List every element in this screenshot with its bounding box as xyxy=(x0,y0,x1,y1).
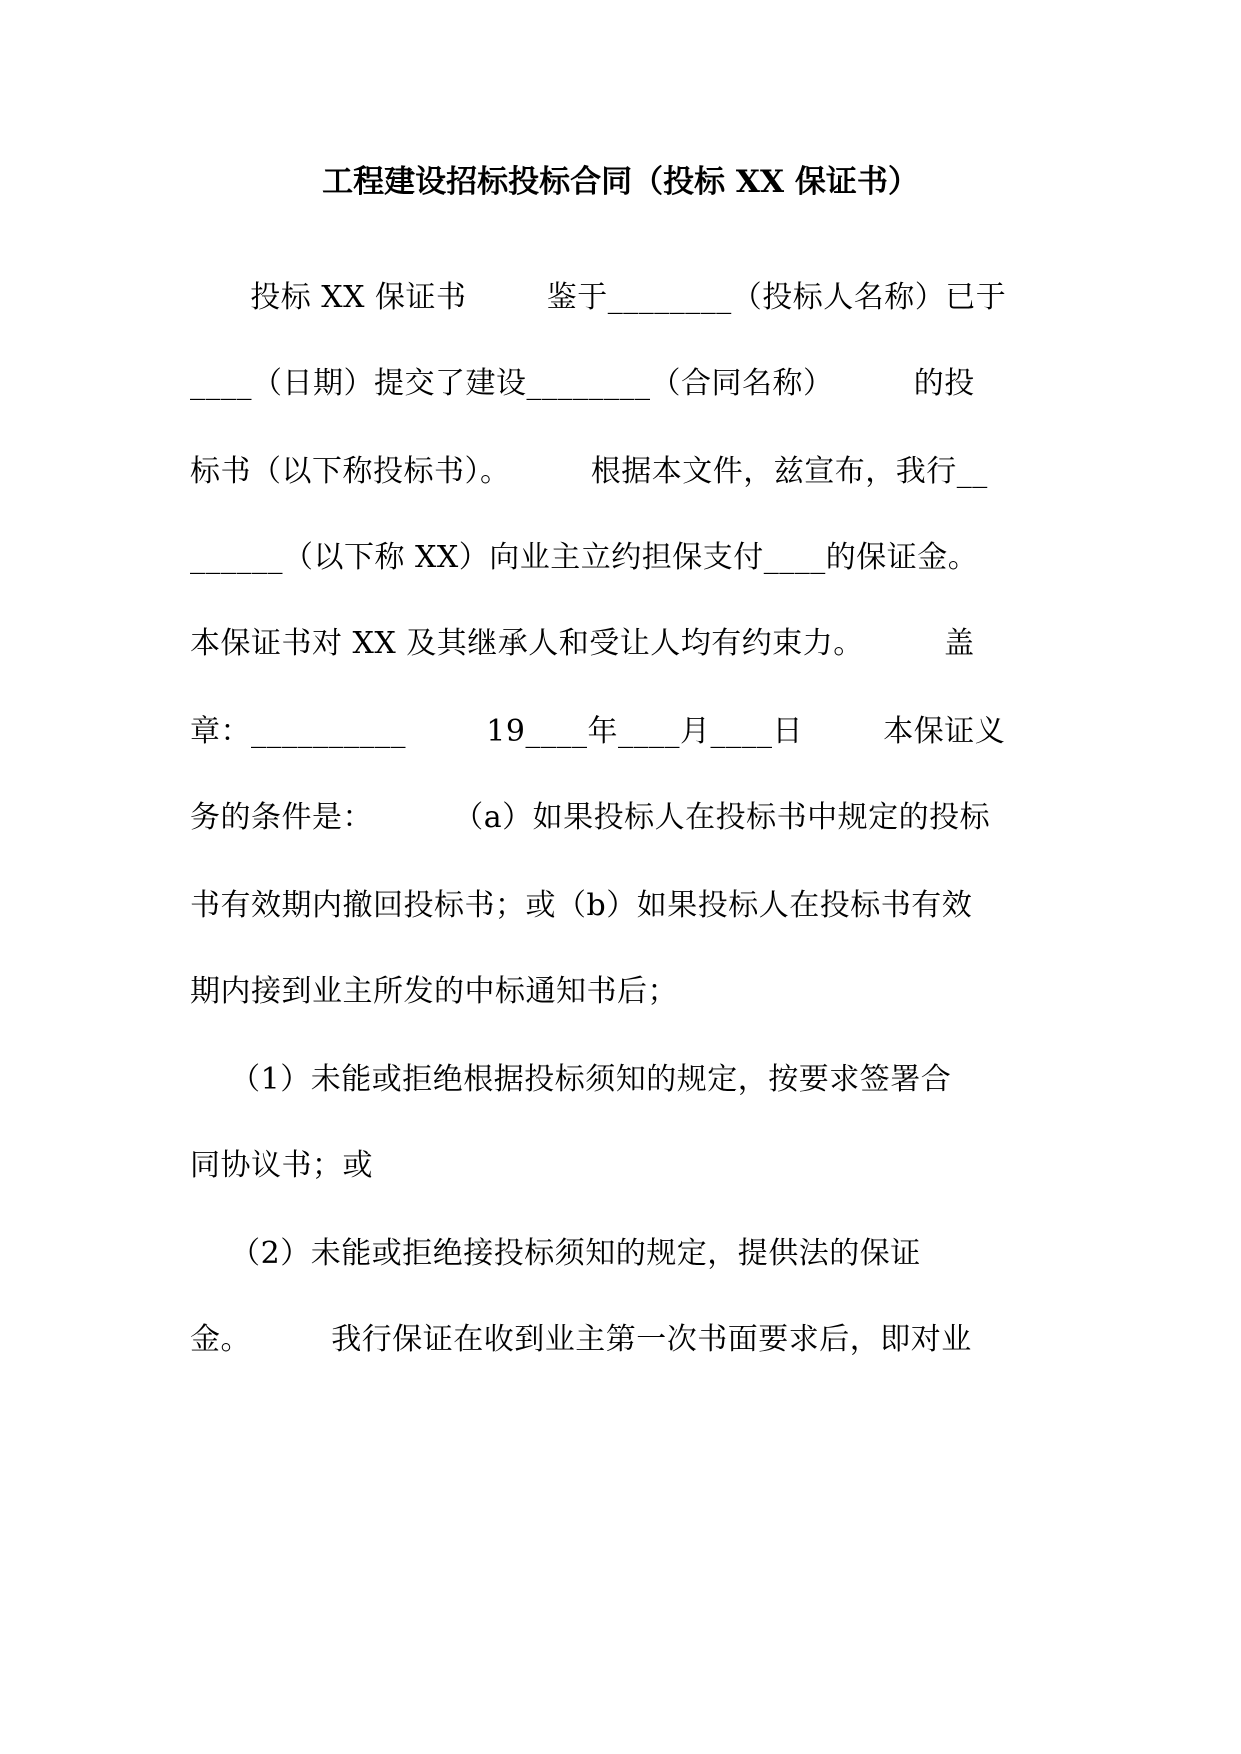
body-line-8: 书有效期内撤回投标书；或（b）如果投标人在投标书有效 xyxy=(190,888,973,923)
body-line-6: 章：__________ 19____年____月____日 本保证义 xyxy=(190,714,1006,749)
body-line-10: （1）未能或拒绝根据投标须知的规定，按要求签署合 xyxy=(190,1062,952,1097)
body-line-2: ____（日期）提交了建设________（合同名称） 的投 xyxy=(190,366,975,401)
body-line-4: ______（以下称 XX）向业主立约担保支付____的保证金。 xyxy=(190,540,979,575)
body-line-9: 期内接到业主所发的中标通知书后； xyxy=(190,974,678,1009)
body-line-7: 务的条件是： （a）如果投标人在投标书中规定的投标 xyxy=(190,800,991,835)
body-line-12: （2）未能或拒绝接投标须知的规定，提供法的保证 xyxy=(190,1236,921,1271)
body-line-1: 投标 XX 保证书 鉴于________（投标人名称）已于 xyxy=(190,280,1007,315)
body-line-5: 本保证书对 XX 及其继承人和受让人均有约束力。 盖 xyxy=(190,626,975,661)
document-title: 工程建设招标投标合同（投标 XX 保证书） xyxy=(322,164,919,200)
body-line-13: 金。 我行保证在收到业主第一次书面要求后，即对业 xyxy=(190,1322,972,1357)
body-line-3: 标书（以下称投标书）。 根据本文件，兹宣布，我行__ xyxy=(190,454,988,489)
body-line-11: 同协议书；或 xyxy=(190,1148,373,1183)
